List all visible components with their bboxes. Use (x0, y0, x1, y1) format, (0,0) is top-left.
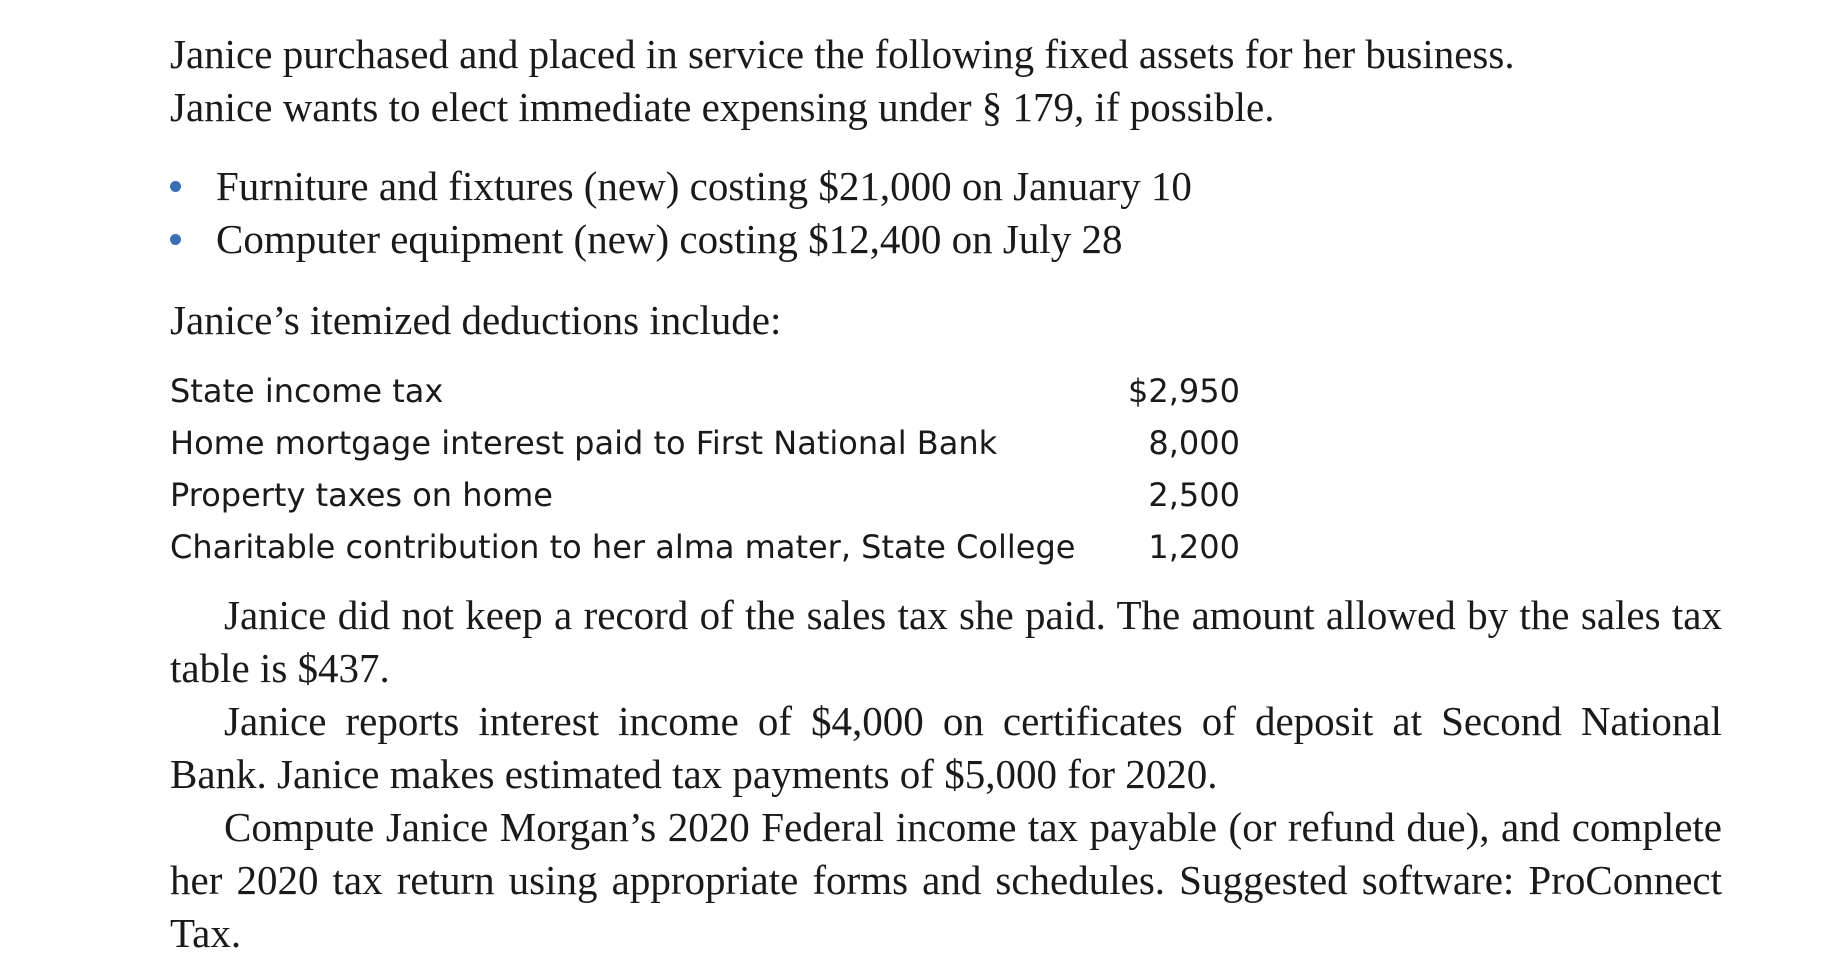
intro-paragraph (170, 28, 1722, 134)
deduction-label: Home mortgage interest paid to First National Bank (170, 424, 998, 462)
table-row (170, 469, 1240, 521)
deduction-amount: 1,200 (1148, 528, 1240, 566)
instructions-paragraph: Compute Janice Morgan’s 2020 Federal income tax payable (or refund due), and complete her 2020 tax return using appropriate forms and schedules. Suggested software: ProConnect Tax. (170, 804, 1722, 956)
table-row (170, 365, 1240, 417)
deductions-table (170, 365, 1240, 573)
bullet-icon (170, 234, 181, 245)
deduction-label: State income tax (170, 372, 444, 410)
table-row (170, 521, 1240, 573)
bullet-icon (170, 181, 181, 192)
deduction-amount: $2,950 (1128, 372, 1240, 410)
asset-text: Furniture and fixtures (new) costing $21,000 on January 10 (216, 163, 1192, 209)
list-item (170, 160, 1722, 213)
problem-text (170, 28, 1722, 960)
deduction-amount: 8,000 (1148, 424, 1240, 462)
intro-line-2: Janice wants to elect immediate expensing under § 179, if possible. (170, 84, 1275, 130)
deduction-amount: 2,500 (1148, 476, 1240, 514)
asset-list (170, 160, 1722, 266)
deductions-heading: Janice’s itemized deductions include: (170, 297, 782, 343)
table-row (170, 417, 1240, 469)
deduction-label: Charitable contribution to her alma mater, State College (170, 528, 1076, 566)
intro-line-1: Janice purchased and placed in service the following fixed assets for her business. (170, 31, 1515, 77)
list-item (170, 213, 1722, 266)
sales-tax-paragraph: Janice did not keep a record of the sales tax she paid. The amount allowed by the sales tax table is $437. (170, 592, 1722, 691)
deduction-label: Property taxes on home (170, 476, 553, 514)
interest-income-paragraph: Janice reports interest income of $4,000 on certificates of deposit at Second National Bank. Janice makes estimated tax payments of $5,000 for 2020. (170, 698, 1722, 797)
asset-text: Computer equipment (new) costing $12,400 on July 28 (216, 216, 1123, 262)
